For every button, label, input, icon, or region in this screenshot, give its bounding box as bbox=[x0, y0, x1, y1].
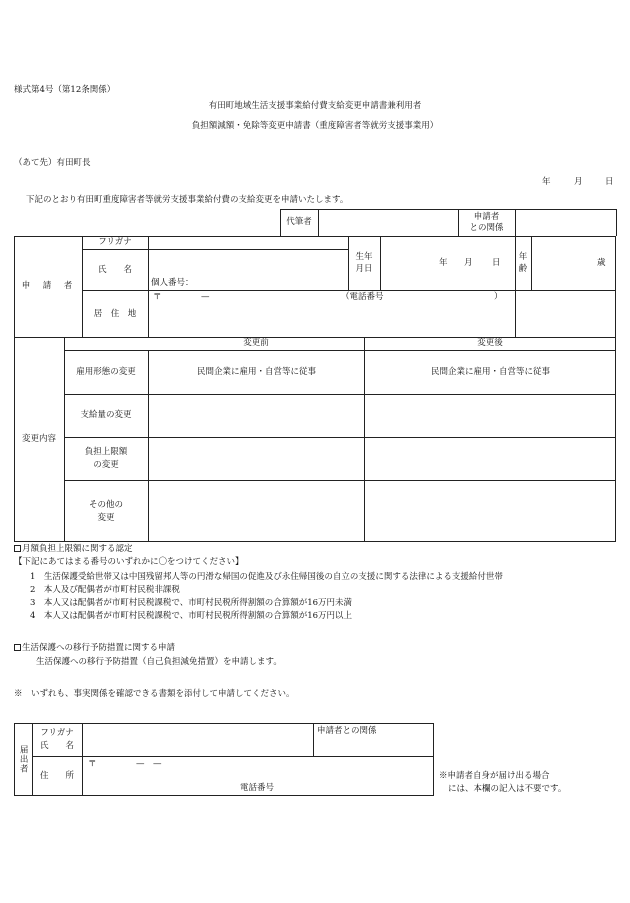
changes-section-label: 変更内容 bbox=[21, 434, 56, 445]
addressee: （あて先）有田町長 bbox=[14, 158, 91, 168]
monthly-limit-option-1[interactable]: 1 生活保護受給世帯又は中国残留邦人等の円滑な帰国の促進及び永住帰国後の自立の支援に関する法律による支援給付世帯 bbox=[30, 572, 503, 582]
other-after-input[interactable] bbox=[365, 481, 616, 542]
form-title-line2: 負担額減額・免除等変更申請書（重度障害者等就労支援事業用） bbox=[191, 121, 439, 131]
notifier-side-note-line2: には、本欄の記入は不要です。 bbox=[448, 784, 567, 794]
applicant-section-label: 申 請 者 bbox=[21, 281, 75, 292]
notifier-side-note-line1: ※申請者自身が届け出る場合 bbox=[439, 771, 550, 781]
agent-relation-label-line1: 申請者 bbox=[473, 212, 500, 222]
age-label-line1: 年 bbox=[518, 252, 528, 262]
age-unit: 歳 bbox=[597, 258, 606, 268]
notifier-relation-input[interactable] bbox=[314, 738, 433, 756]
agent-relation-input[interactable] bbox=[516, 210, 615, 235]
birth-year: 年 bbox=[439, 258, 448, 268]
notifier-address-label: 住 所 bbox=[39, 770, 74, 781]
change-label-limit-line1: 負担上限額 bbox=[84, 447, 128, 457]
welfare-body: 生活保護への移行予防措置（自己負担減免措置）を申請します。 bbox=[36, 657, 282, 667]
phone-label: （電話番号 bbox=[341, 292, 384, 302]
address-label: 居 住 地 bbox=[93, 308, 137, 319]
monthly-limit-option-4[interactable]: 4 本人又は配偶者が市町村民税課税で、市町村民税所得割額の合算額が16万円以上 bbox=[30, 611, 353, 621]
postal-mark: 〒 bbox=[153, 292, 162, 302]
birth-label-line1: 生年 bbox=[355, 252, 373, 262]
supply-after-input[interactable] bbox=[365, 395, 616, 437]
monthly-limit-option-3[interactable]: 3 本人又は配偶者が市町村民税課税で、市町村民税所得割額の合算額が16万円未満 bbox=[30, 598, 353, 608]
applicant-name-label: 氏 名 bbox=[97, 264, 132, 275]
form-number: 様式第4号（第12条関係） bbox=[14, 85, 116, 95]
welfare-checkbox[interactable] bbox=[14, 644, 21, 651]
change-label-other-line2: 変更 bbox=[97, 513, 115, 523]
applicant-furigana-input[interactable] bbox=[149, 237, 348, 249]
monthly-limit-checkbox[interactable] bbox=[14, 545, 21, 552]
other-before-input[interactable] bbox=[149, 481, 364, 542]
postal-dash: — bbox=[201, 292, 210, 302]
after-header: 変更後 bbox=[477, 338, 503, 349]
individual-number-label: 個人番号： bbox=[151, 278, 194, 288]
limit-before-input[interactable] bbox=[149, 438, 364, 480]
applicant-name-input[interactable] bbox=[149, 250, 348, 276]
monthly-limit-option-2[interactable]: 2 本人及び配偶者が市町村民税非課税 bbox=[30, 585, 180, 595]
notifier-postal-mark: 〒 bbox=[88, 759, 97, 769]
agent-label: 代筆者 bbox=[286, 217, 312, 228]
change-label-supply: 支給量の変更 bbox=[80, 410, 132, 421]
change-label-other-line1: その他の bbox=[88, 500, 123, 510]
agent-relation-label-line2: との関係 bbox=[469, 223, 504, 233]
notifier-relation-label: 申請者との関係 bbox=[317, 726, 377, 736]
agent-input[interactable] bbox=[319, 210, 458, 235]
age-label-line2: 齢 bbox=[518, 264, 528, 274]
attachment-note: ※ いずれも、事実関係を確認できる書類を添付して申請してください。 bbox=[14, 689, 295, 699]
phone-close: ） bbox=[494, 292, 503, 302]
before-header: 変更前 bbox=[243, 338, 269, 349]
notifier-postal-dash: — — bbox=[136, 759, 162, 769]
notifier-name-label: 氏 名 bbox=[39, 741, 74, 751]
welfare-title: 生活保護への移行予防措置に関する申請 bbox=[14, 643, 175, 653]
notifier-phone-label: 電話番号 bbox=[240, 783, 275, 793]
intro-text: 下記のとおり有田町重度障害者等就労支援事業給付費の支給変更を申請いたします。 bbox=[26, 195, 349, 205]
notifier-name-input[interactable] bbox=[83, 724, 313, 756]
birth-month: 月 bbox=[464, 258, 473, 268]
limit-after-input[interactable] bbox=[365, 438, 616, 480]
applicant-furigana-label: フリガナ bbox=[98, 237, 132, 248]
date-month: 月 bbox=[574, 177, 583, 187]
birth-label-line2: 月日 bbox=[355, 264, 373, 274]
supply-before-input[interactable] bbox=[149, 395, 364, 437]
date-year: 年 bbox=[542, 177, 551, 187]
employment-after-option[interactable]: 民間企業に雇用・自営等に従事 bbox=[430, 367, 550, 378]
monthly-limit-title: 月額負担上限額に関する認定 bbox=[14, 544, 133, 554]
change-label-employment: 雇用形態の変更 bbox=[76, 366, 136, 377]
change-label-limit-line2: の変更 bbox=[93, 460, 119, 470]
date-day: 日 bbox=[605, 177, 614, 187]
notifier-section-label: 届出者 bbox=[18, 745, 29, 774]
notifier-furigana-label: フリガナ bbox=[40, 728, 74, 738]
employment-before-option[interactable]: 民間企業に雇用・自営等に従事 bbox=[196, 367, 316, 378]
form-title-line1: 有田町地域生活支援事業給付費支給変更申請書兼利用者 bbox=[208, 101, 422, 111]
birth-day: 日 bbox=[492, 258, 501, 268]
monthly-limit-instruction: 【下記にあてはまる番号のいずれかに〇をつけてください】 bbox=[14, 557, 244, 567]
